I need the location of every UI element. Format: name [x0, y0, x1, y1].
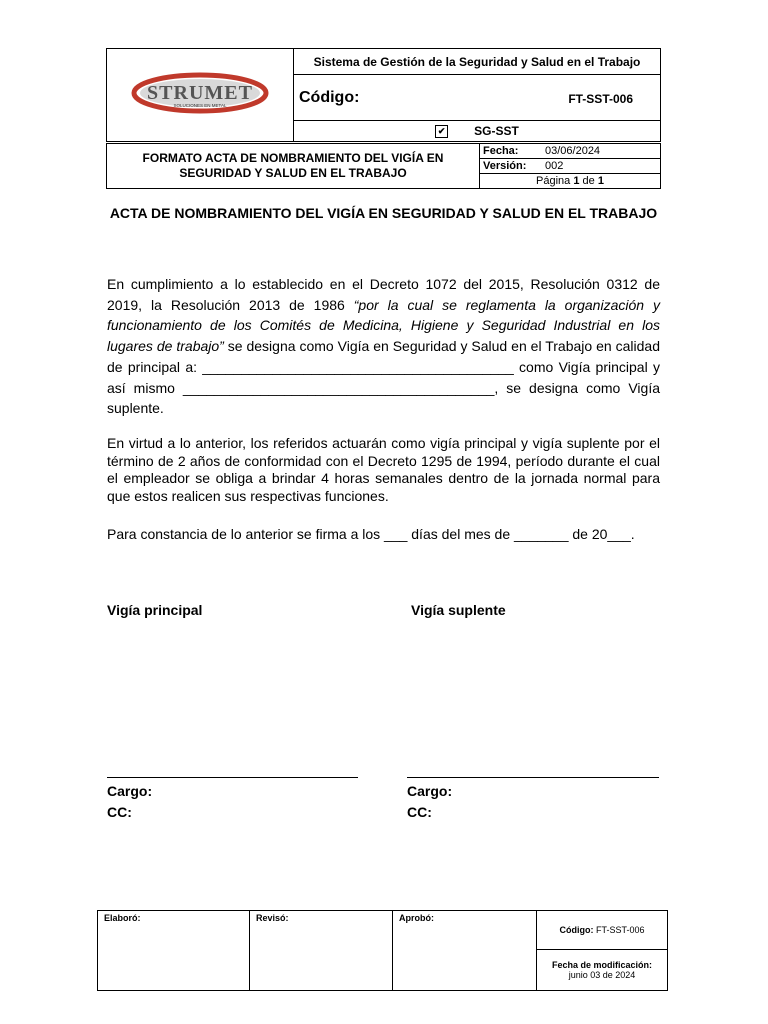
code-cell	[294, 75, 661, 121]
version-label: Versión:	[483, 160, 527, 172]
signature-principal-heading: Vigía principal	[107, 602, 203, 618]
page-indicator	[480, 174, 661, 189]
format-title: FORMATO ACTA DE NOMBRAMIENTO DEL VIGÍA EN SEGURIDAD Y SALUD EN EL TRABAJO	[107, 144, 480, 189]
footer-mod-value: junio 03 de 2024	[568, 970, 636, 980]
footer-code-label: Código:	[559, 925, 594, 935]
logo-subtext: SOLUCIONES EN METAL	[173, 102, 227, 108]
paragraph-1-rest: se designa como Vigía en Seguridad y Salud en el Trabajo en calidad de principal a: ________________________________________ como Vigía principal y así mismo ________________________________________, se designa como Vigía suplente.	[107, 338, 660, 417]
page-prefix: Página	[536, 175, 571, 187]
suplente-cargo-label: Cargo:	[407, 783, 453, 799]
paragraph-1-quote: “por la cual se reglamenta la organización y funcionamiento de los Comités de Medicina, Higiene y Seguridad Industrial en los lugares de trabajo”	[107, 296, 660, 355]
footer-elaboro	[98, 911, 250, 991]
footer-modification	[537, 950, 668, 991]
document-title: ACTA DE NOMBRAMIENTO DEL VIGÍA EN SEGURIDAD Y SALUD EN EL TRABAJO	[109, 205, 658, 221]
format-table	[106, 143, 661, 189]
code-label: Código:	[299, 88, 360, 106]
logo-cell	[107, 49, 294, 142]
sg-sst-cell	[294, 121, 661, 142]
paragraph-3: Para constancia de lo anterior se firma a los ___ días del mes de _______ de 20___.	[107, 526, 635, 542]
signature-line-suplente	[407, 777, 659, 778]
footer-code-value: FT-SST-006	[596, 925, 645, 935]
checkbox-checked-icon[interactable]: ✔	[435, 125, 448, 138]
footer-code	[537, 911, 668, 950]
footer-aprobo-label: Aprobó:	[399, 913, 434, 923]
suplente-cc-label: CC:	[407, 804, 432, 820]
principal-details	[107, 781, 152, 823]
page-number: 1	[573, 175, 580, 187]
fecha-row	[480, 144, 661, 159]
fecha-value: 03/06/2024	[545, 145, 601, 157]
footer-aprobo	[393, 911, 537, 991]
footer-reviso	[250, 911, 393, 991]
footer-table	[97, 910, 668, 991]
footer-mod-label: Fecha de modificación:	[551, 960, 653, 970]
paragraph-1-intro: En cumplimiento a lo establecido en el Decreto 1072 del 2015, Resolución 0312 de 2019, la Resolución 2013 de 1986	[107, 276, 660, 313]
signature-suplente-heading: Vigía suplente	[411, 602, 506, 618]
suplente-details	[407, 781, 452, 823]
logo-text: STRUMET	[147, 81, 253, 104]
page-of: de	[582, 175, 595, 187]
paragraph-1	[107, 274, 660, 419]
principal-cargo-label: Cargo:	[107, 783, 153, 799]
footer-elaboro-label: Elaboró:	[104, 913, 141, 923]
system-name: Sistema de Gestión de la Seguridad y Salud en el Trabajo	[294, 49, 661, 75]
fecha-label: Fecha:	[483, 145, 519, 157]
signature-line-principal	[107, 777, 358, 778]
principal-cc-label: CC:	[107, 804, 132, 820]
sg-sst-label: SG-SST	[474, 123, 519, 138]
strumet-logo	[130, 70, 270, 116]
footer-reviso-label: Revisó:	[256, 913, 289, 923]
header-table	[106, 48, 661, 142]
version-row	[480, 159, 661, 174]
page-total: 1	[597, 175, 604, 187]
code-value: FT-SST-006	[568, 91, 633, 106]
paragraph-2: En virtud a lo anterior, los referidos actuarán como vigía principal y vigía suplente por el término de 2 años de conformidad con el Decreto 1295 de 1994, período durante el cual el empleador se obliga a brindar 4 horas semanales dentro de la jornada normal para que estos realicen sus respectivas funciones.	[107, 435, 660, 504]
version-value: 002	[545, 160, 564, 172]
